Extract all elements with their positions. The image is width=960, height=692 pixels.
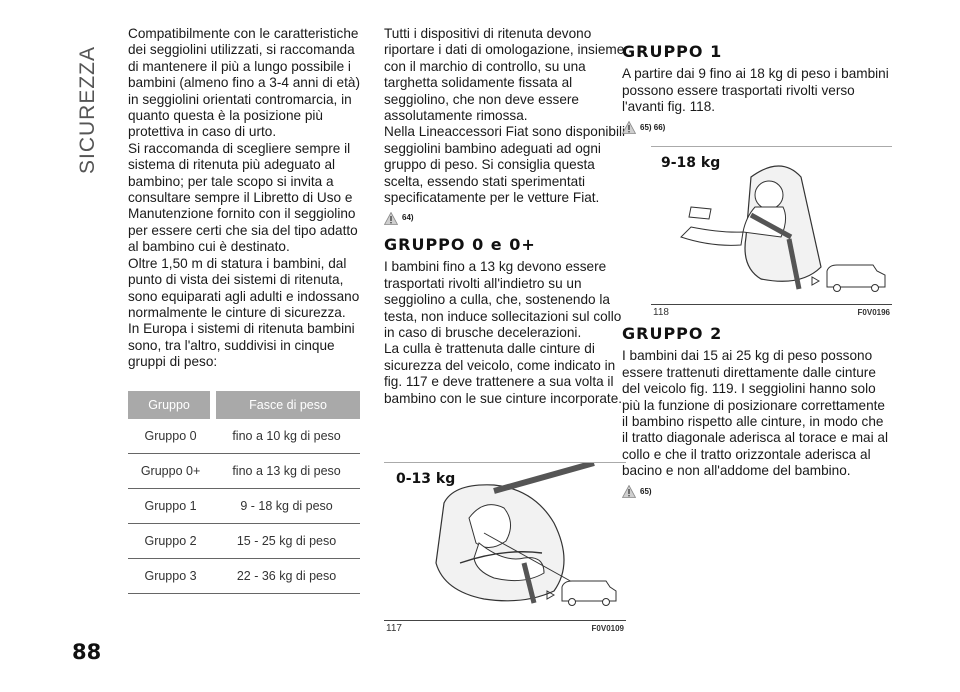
warning-reference	[622, 120, 892, 136]
table-header: Fasce di peso	[213, 391, 360, 419]
figure-caption: 118	[653, 307, 669, 318]
figure-label: 0-13 kg	[396, 471, 456, 487]
paragraph: I bambini dai 15 ai 25 kg di peso possono essere trattenuti direttamente dalle cinture del veicolo fig. 119. I seggiolini hanno solo più la funzione di posizionare correttamente il bambino rispetto alle cinture, in modo che il tratto diagonale aderisca al torace e mai al collo e che il tratto orizzontale aderisca al bacino e non all'addome del bambino.	[622, 348, 888, 479]
car-pictogram	[812, 265, 885, 292]
paragraph: In Europa i sistemi di ritenuta bambini sono, tra l'altro, suddivisi in cinque gruppi di peso:	[128, 321, 355, 370]
warning-ref-text: 65) 66)	[640, 122, 666, 132]
figure-caption: 117	[386, 623, 402, 634]
table-row	[128, 558, 360, 593]
table-header: Gruppo	[128, 391, 213, 419]
table-cell: Gruppo 1	[128, 488, 213, 523]
paragraph: Si raccomanda di scegliere sempre il sistema di ritenuta più adeguato al bambino; per tale scopo si invita a consultare sempre il Libretto di Uso e Manutenzione fornito con il seggiolino per essere certi che sia del tipo adatto al bambino cui è destinato.	[128, 140, 358, 255]
table-cell: Gruppo 2	[128, 523, 213, 558]
table-row	[128, 523, 360, 558]
table-cell: fino a 10 kg di peso	[213, 419, 360, 454]
warning-reference	[384, 210, 626, 226]
table-cell: 15 - 25 kg di peso	[213, 523, 360, 558]
figure-label: 9-18 kg	[661, 155, 721, 171]
column-2	[384, 26, 626, 407]
warning-reference	[622, 484, 892, 500]
heading-gruppo-2: GRUPPO 2	[622, 324, 723, 343]
paragraph: Compatibilmente con le caratteristiche dei seggiolini utilizzati, si raccomanda di mantenere il più a lungo possibile i bambini (almeno fino a 3-4 anni di età) in seggiolini orientati contromarcia, in quanto questa è la posizione più protettiva in caso di urto.	[128, 26, 360, 140]
figure-117	[384, 462, 626, 634]
column-3-lower	[622, 326, 892, 504]
paragraph: A partire dai 9 fino ai 18 kg di peso i bambini possono essere trasportati rivolti verso l'avanti fig. 118.	[622, 66, 889, 115]
section-tab	[70, 40, 106, 180]
warning-icon	[622, 121, 636, 134]
warning-ref-text: 65)	[640, 486, 652, 496]
table-cell: fino a 13 kg di peso	[213, 453, 360, 488]
column-1	[128, 26, 360, 594]
table-header-row	[128, 391, 360, 419]
paragraph: La culla è trattenuta dalle cinture di sicurezza del veicolo, come indicato in fig. 117 e deve trattenere a sua volta il bambino con le sue cinture incorporate.	[384, 341, 623, 406]
table-row	[128, 488, 360, 523]
paragraph: Tutti i dispositivi di ritenuta devono riportare i dati di omologazione, insieme con il marchio di controllo, su una targhetta solidamente fissata al seggiolino, che non deve essere assolutamente rimossa.	[384, 26, 625, 124]
column-3	[622, 44, 892, 140]
figure-code: F0V0196	[857, 308, 890, 317]
warning-icon	[622, 485, 636, 498]
child-seat-illustration	[651, 147, 892, 299]
table-row	[128, 419, 360, 454]
paragraph: Nella Lineaccessori Fiat sono disponibili seggiolini bambino adeguati ad ogni gruppo di peso. Si consiglia questa scelta, essendo stati sperimentati specificatamente per le vetture Fiat.	[384, 124, 626, 206]
paragraph: Oltre 1,50 m di statura i bambini, dal punto di vista dei sistemi di ritenuta, sono equiparati agli adulti e indossano normalmente le cinture di sicurezza.	[128, 255, 360, 320]
warning-ref-text: 64)	[402, 213, 414, 223]
table-cell: Gruppo 0+	[128, 453, 213, 488]
table-cell: 9 - 18 kg di peso	[213, 488, 360, 523]
table-cell: 22 - 36 kg di peso	[213, 558, 360, 593]
warning-icon	[384, 212, 398, 225]
weight-groups-table	[128, 391, 360, 594]
heading-gruppo-0: GRUPPO 0 e 0+	[384, 234, 536, 254]
infant-seat-illustration	[384, 463, 626, 613]
paragraph: I bambini fino a 13 kg devono essere trasportati rivolti all'indietro su un seggiolino a culla, che, sostenendo la testa, non induce sollecitazioni sul collo in caso di brusche decelerazioni.	[384, 259, 622, 340]
section-title: SICUREZZA	[76, 45, 100, 175]
heading-gruppo-1: GRUPPO 1	[622, 42, 723, 61]
figure-code: F0V0109	[591, 624, 624, 633]
page-number: 88	[72, 640, 102, 664]
table-row	[128, 453, 360, 488]
table-cell: Gruppo 3	[128, 558, 213, 593]
figure-118	[651, 146, 892, 318]
table-cell: Gruppo 0	[128, 419, 213, 454]
